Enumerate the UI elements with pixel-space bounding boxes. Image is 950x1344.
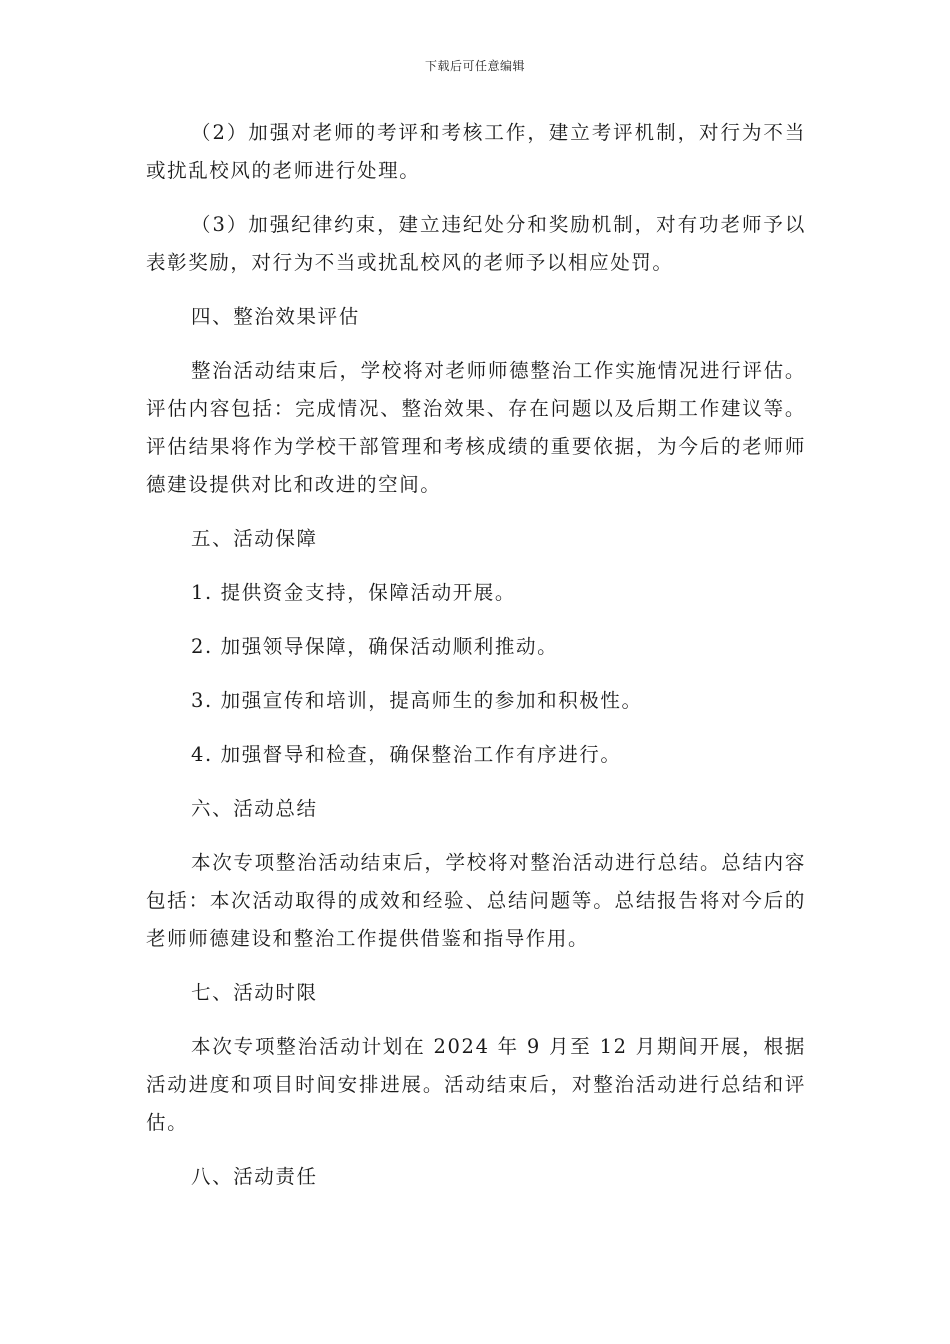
- paragraph-summary: 本次专项整治活动结束后，学校将对整治活动进行总结。总结内容包括：本次活动取得的成效和经验、总结问题等。总结报告将对今后的老师师德建设和整治工作提供借鉴和指导作用。: [146, 851, 806, 950]
- list-item-leadership: 2. 加强领导保障，确保活动顺利推动。: [191, 635, 559, 658]
- paragraph-item-3: （3）加强纪律约束，建立违纪处分和奖励机制，对有功老师予以表彰奖励，对行为不当或扰乱校风的老师予以相应处罚。: [146, 213, 806, 274]
- page-header: 下载后可任意编辑: [424, 59, 525, 73]
- paragraph-item-2: （2）加强对老师的考评和考核工作，建立考评机制，对行为不当或扰乱校风的老师进行处理。: [146, 121, 806, 182]
- list-item-training: 3. 加强宣传和培训，提高师生的参加和积极性。: [191, 689, 643, 712]
- section-heading-summary: 六、活动总结: [191, 797, 318, 820]
- section-heading-responsibility: 八、活动责任: [191, 1165, 318, 1188]
- section-heading-evaluation: 四、整治效果评估: [191, 305, 360, 328]
- section-heading-guarantee: 五、活动保障: [191, 527, 318, 550]
- list-item-supervision: 4. 加强督导和检查，确保整治工作有序进行。: [191, 743, 622, 766]
- section-heading-timeframe: 七、活动时限: [191, 981, 318, 1004]
- paragraph-evaluation: 整治活动结束后，学校将对老师师德整治工作实施情况进行评估。评估内容包括：完成情况、整治效果、存在问题以及后期工作建议等。评估结果将作为学校干部管理和考核成绩的重要依据，为今后的老师师德建设提供对比和改进的空间。: [146, 359, 806, 496]
- document-body: [146, 114, 806, 1212]
- list-item-funding: 1. 提供资金支持，保障活动开展。: [191, 581, 517, 604]
- paragraph-timeframe: 本次专项整治活动计划在 2024 年 9 月至 12 月期间开展，根据活动进度和项目时间安排进展。活动结束后，对整治活动进行总结和评估。: [146, 1035, 806, 1134]
